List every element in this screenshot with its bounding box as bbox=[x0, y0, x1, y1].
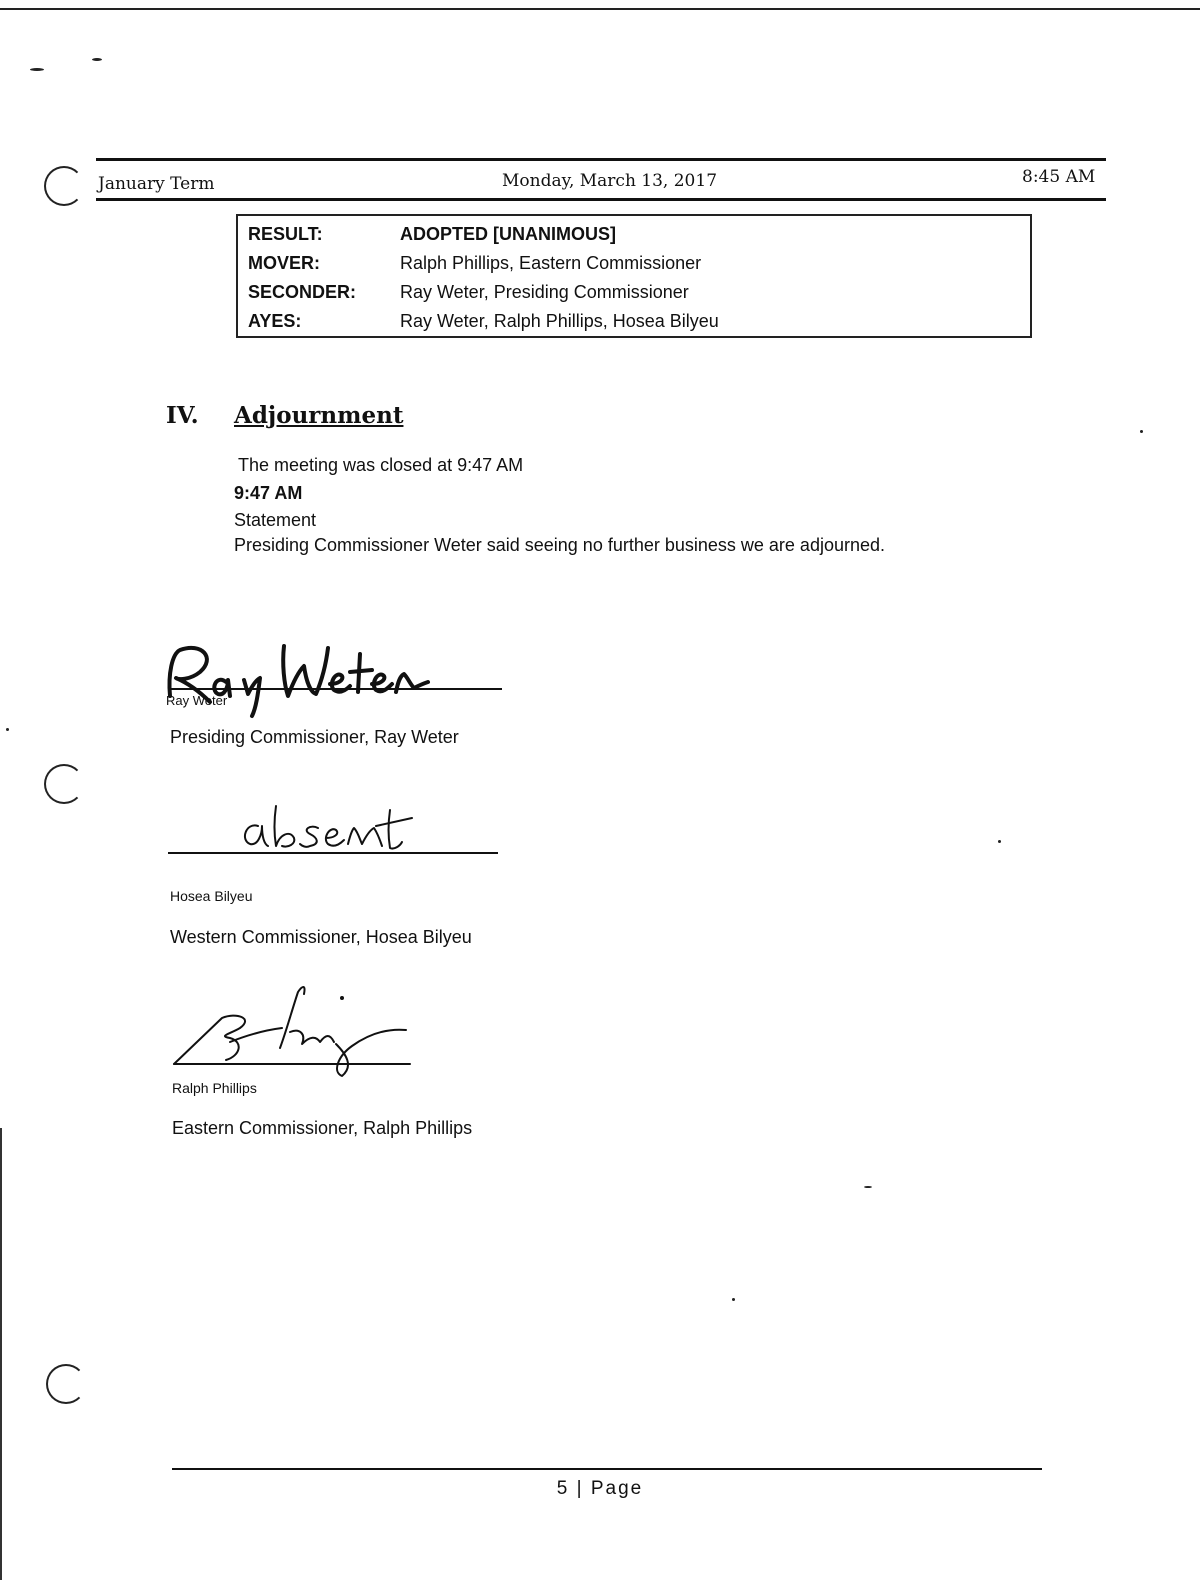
page-left-edge bbox=[0, 1128, 2, 1580]
statement-label: Statement bbox=[234, 510, 317, 530]
signature-line bbox=[168, 688, 502, 690]
scan-speck bbox=[1140, 430, 1143, 433]
ayes-label: AYES: bbox=[248, 311, 302, 331]
scan-speck bbox=[6, 728, 9, 731]
punch-hole-icon bbox=[46, 1364, 86, 1404]
header-term: January Term bbox=[98, 174, 215, 194]
ralph-phillips-signature bbox=[170, 972, 420, 1082]
mover-label: MOVER: bbox=[248, 253, 320, 273]
signature-caption: Eastern Commissioner, Ralph Phillips bbox=[172, 1118, 473, 1138]
seconder-value: Ray Weter, Presiding Commissioner bbox=[400, 282, 689, 302]
statement-text: Presiding Commissioner Weter said seeing no further business we are adjourned. bbox=[234, 535, 885, 555]
header-time: 8:45 AM bbox=[1022, 167, 1096, 187]
page-number: 5 | Page bbox=[556, 1478, 644, 1499]
meeting-closed-line: The meeting was closed at 9:47 AM bbox=[238, 455, 524, 475]
signature-caption: Presiding Commissioner, Ray Weter bbox=[170, 727, 459, 747]
scan-speck bbox=[92, 58, 102, 61]
punch-hole-icon bbox=[44, 166, 84, 206]
ayes-value: Ray Weter, Ralph Phillips, Hosea Bilyeu bbox=[400, 311, 719, 331]
result-label: RESULT: bbox=[248, 224, 323, 244]
scan-speck bbox=[998, 840, 1001, 843]
scan-speck bbox=[30, 68, 44, 71]
result-value: ADOPTED [UNANIMOUS] bbox=[400, 224, 616, 244]
header-rule-top bbox=[96, 158, 1106, 161]
vote-result-box bbox=[236, 214, 1032, 338]
scan-speck bbox=[732, 1298, 735, 1301]
section-number: IV. bbox=[166, 402, 199, 429]
seconder-label: SECONDER: bbox=[248, 282, 357, 302]
printed-name: Ralph Phillips bbox=[172, 1080, 257, 1096]
printed-name: Ray Weter bbox=[166, 693, 228, 708]
header-date: Monday, March 13, 2017 bbox=[502, 171, 718, 191]
absent-handwriting bbox=[236, 796, 426, 860]
signature-caption: Western Commissioner, Hosea Bilyeu bbox=[170, 927, 472, 947]
printed-name: Hosea Bilyeu bbox=[170, 888, 253, 904]
section-title: Adjournment bbox=[234, 402, 404, 429]
punch-hole-icon bbox=[44, 764, 84, 804]
signature-line bbox=[168, 852, 498, 854]
footer-rule bbox=[172, 1468, 1042, 1470]
closing-time: 9:47 AM bbox=[234, 483, 303, 503]
mover-value: Ralph Phillips, Eastern Commissioner bbox=[400, 253, 702, 273]
header-rule-bottom bbox=[96, 198, 1106, 201]
scan-speck bbox=[864, 1186, 872, 1188]
page-top-edge bbox=[0, 8, 1200, 10]
